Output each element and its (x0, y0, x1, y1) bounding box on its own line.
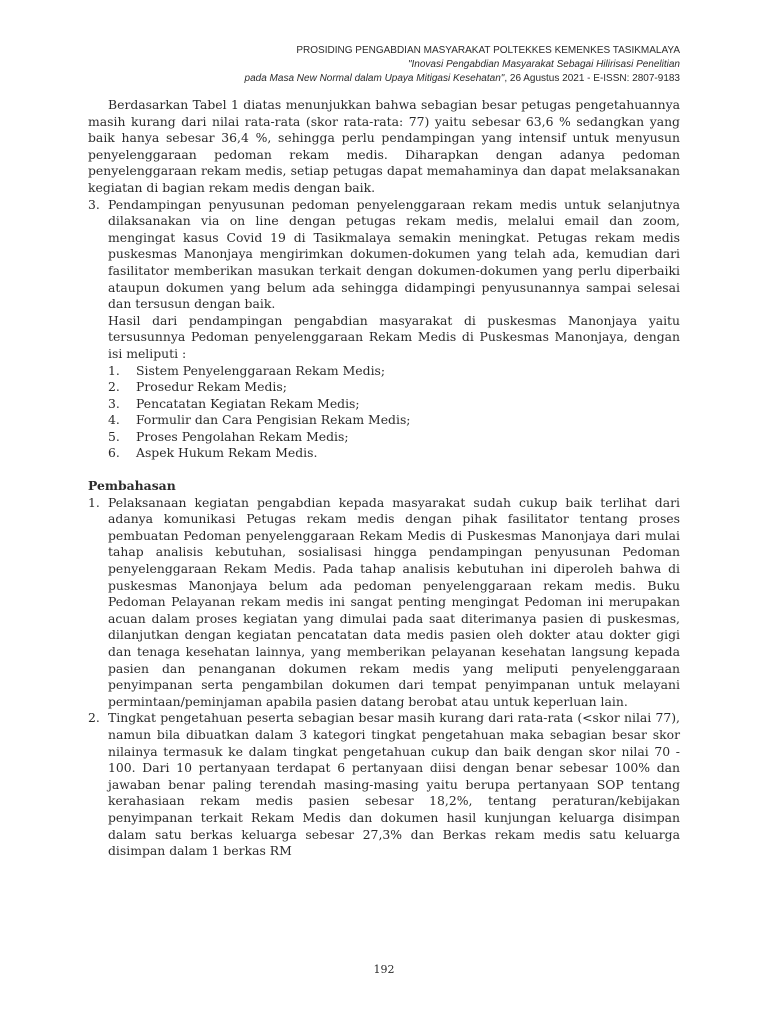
list-text: Aspek Hukum Rekam Medis. (136, 445, 318, 461)
result-paragraph: Hasil dari pendampingan pengabdian masyarakat di puskesmas Manonjaya yaitu tersusunnya Pedoman penyelenggaraan Rekam Medis di Puskesmas Manonjaya, dengan isi meliputi : (108, 312, 680, 361)
list-number: 1. (88, 494, 100, 510)
list-number: 1. (108, 362, 120, 378)
header-theme: "Inovasi Pengabdian Masyarakat Sebagai Hilirisasi Penelitian (407, 59, 680, 70)
list-number: 3. (88, 196, 100, 212)
header-issn: , 26 Agustus 2021 - E-ISSN: 2807-9183 (504, 73, 680, 84)
header-theme-cont: pada Masa New Normal dalam Upaya Mitigasi Kesehatan" (244, 73, 505, 84)
running-header (120, 44, 680, 86)
list-number: 2. (88, 710, 100, 726)
list-number: 6. (108, 445, 120, 461)
page-number: 192 (373, 963, 395, 976)
list-number: 3. (108, 395, 120, 411)
discussion-item-2 (88, 710, 680, 859)
list-item (108, 379, 680, 396)
list-item (108, 445, 680, 462)
list-text: Proses Pengolahan Rekam Medis; (136, 428, 349, 444)
contents-list (108, 363, 680, 463)
list-item (108, 429, 680, 446)
header-date-issn (120, 72, 680, 86)
body-text (88, 97, 680, 860)
section-heading: Pembahasan (88, 478, 176, 494)
list-text: Pelaksanaan kegiatan pengabdian kepada masyarakat sudah cukup baik terlihat dari adanya komunikasi Petugas rekam medis dengan pihak fasilitator tentang proses pembuatan Pedoman penyelenggaraan Rekam Medis di Puskesmas Manonjaya dari mulai tahap analisis kebutuhan, sosialisasi hingga pendampingan penyusunan Pedoman penyelenggaraan Rekam Medis. Pada tahap analisis kebutuhan ini diperoleh bahwa di puskesmas Manonjaya belum ada pedoman penyelenggaraan rekam medis. Buku Pedoman Pelayanan rekam medis ini sangat penting mengingat Pedoman ini merupakan acuan dalam proses kegiatan yang dimulai pada saat diterimanya pasien di puskesmas, dilanjutkan dengan kegiatan pencatatan data medis pasien oleh dokter atau dokter gigi dan tenaga kesehatan lainnya, yang memberikan pelayanan kesehatan langsung kepada pasien dan penanganan dokumen rekam medis yang meliputi penyelenggaraan penyimpanan serta pengambilan dokumen dari tempat penyimpanan untuk melayani permintaan/peminjaman apabila pasien datang berobat atau untuk keperluan lain. (108, 494, 680, 709)
list-item (108, 396, 680, 413)
list-text: Pencatatan Kegiatan Rekam Medis; (136, 395, 360, 411)
list-text: Prosedur Rekam Medis; (136, 379, 287, 395)
list-item-3 (88, 197, 680, 313)
list-number: 2. (108, 379, 120, 395)
list-text: Tingkat pengetahuan peserta sebagian besar masih kurang dari rata-rata (<skor nilai 77), namun bila dibuatkan dalam 3 kategori tingkat pengetahuan maka sebagian besar skor nilainya termasuk ke dalam tingkat pengetahuan cukup dan baik dengan skor nilai 70 - 100. Dari 10 pertanyaan terdapat 6 pertanyaan diisi dengan benar sebesar 100% dan jawaban benar paling terendah masing-masing yaitu berupa pertanyaan SOP tentang kerahasiaan rekam medis pasien sebesar 18,2%, tentang peraturan/kebijakan penyimpanan terkait Rekam Medis dan dokumen hasil kunjungan keluarga disimpan dalam satu berkas keluarga sebesar 27,3% dan Berkas rekam medis satu keluarga disimpan dalam 1 berkas RM (108, 710, 680, 859)
list-text: Formulir dan Cara Pengisian Rekam Medis; (136, 412, 411, 428)
list-item (108, 412, 680, 429)
list-text: Pendampingan penyusunan pedoman penyelenggaraan rekam medis untuk selanjutnya dilaksanakan via on line dengan petugas rekam medis, melalui email dan zoom, mengingat kasus Covid 19 di Tasikmalaya semakin meningkat. Petugas rekam medis puskesmas Manonjaya mengirimkan dokumen-dokumen yang telah ada, kemudian dari fasilitator memberikan masukan terkait dengan dokumen-dokumen yang perlu diperbaiki ataupun dokumen yang belum ada sehingga didampingi penyusunannya sampai selesai dan tersusun dengan baik. (108, 196, 680, 312)
intro-paragraph: Berdasarkan Tabel 1 diatas menunjukkan bahwa sebagian besar petugas pengetahuannya masih kurang dari nilai rata-rata (skor rata-rata: 77) yaitu sebesar 63,6 % sedangkan yang baik hanya sebesar 36,4 %, sehingga perlu pendampingan yang intensif untuk menyusun penyelenggaraan pedoman rekam medis. Diharapkan dengan adanya pedoman penyelenggaraan rekam medis, setiap petugas dapat memahaminya dan dapat melaksanakan kegiatan di bagian rekam medis dengan baik. (88, 97, 680, 195)
list-number: 4. (108, 412, 120, 428)
header-journal-title: PROSIDING PENGABDIAN MASYARAKAT POLTEKKES KEMENKES TASIKMALAYA (296, 45, 680, 56)
list-item (108, 363, 680, 380)
discussion-item-1 (88, 495, 680, 711)
list-number: 5. (108, 428, 120, 444)
list-text: Sistem Penyelenggaraan Rekam Medis; (136, 362, 386, 378)
